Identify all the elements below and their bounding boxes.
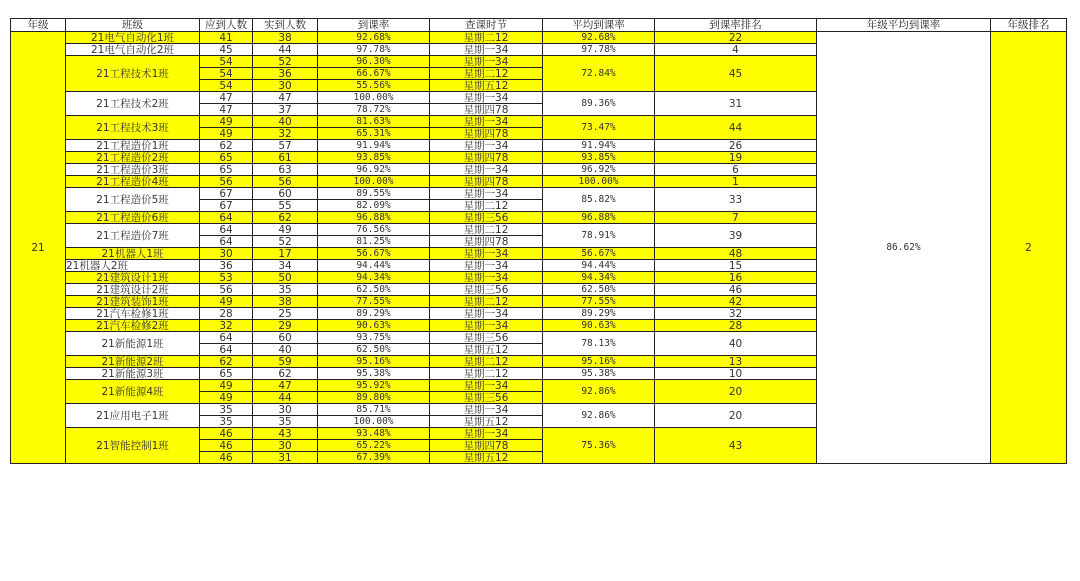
- actual-count-cell[interactable]: 59: [253, 356, 318, 368]
- check-period-cell[interactable]: 星期二12: [430, 200, 543, 212]
- attendance-rate-cell[interactable]: 77.55%: [318, 296, 430, 308]
- check-period-cell[interactable]: 星期二12: [430, 368, 543, 380]
- attendance-rate-cell[interactable]: 89.55%: [318, 188, 430, 200]
- attendance-rate-cell[interactable]: 90.63%: [318, 320, 430, 332]
- rate-rank-cell[interactable]: 42: [655, 296, 817, 308]
- attendance-rate-cell[interactable]: 95.92%: [318, 380, 430, 392]
- actual-count-cell[interactable]: 32: [253, 128, 318, 140]
- header-cell[interactable]: 到课率: [318, 19, 430, 32]
- check-period-cell[interactable]: 星期一34: [430, 272, 543, 284]
- check-period-cell[interactable]: 星期五12: [430, 416, 543, 428]
- class-name-cell[interactable]: 21工程造价2班: [66, 152, 200, 164]
- check-period-cell[interactable]: 星期一34: [430, 188, 543, 200]
- average-rate-cell[interactable]: 62.50%: [543, 284, 655, 296]
- expected-count-cell[interactable]: 53: [200, 272, 253, 284]
- actual-count-cell[interactable]: 44: [253, 44, 318, 56]
- expected-count-cell[interactable]: 32: [200, 320, 253, 332]
- attendance-rate-cell[interactable]: 95.38%: [318, 368, 430, 380]
- attendance-rate-cell[interactable]: 66.67%: [318, 68, 430, 80]
- actual-count-cell[interactable]: 25: [253, 308, 318, 320]
- actual-count-cell[interactable]: 50: [253, 272, 318, 284]
- actual-count-cell[interactable]: 30: [253, 80, 318, 92]
- attendance-rate-cell[interactable]: 89.80%: [318, 392, 430, 404]
- attendance-rate-cell[interactable]: 81.25%: [318, 236, 430, 248]
- actual-count-cell[interactable]: 36: [253, 68, 318, 80]
- expected-count-cell[interactable]: 54: [200, 68, 253, 80]
- actual-count-cell[interactable]: 62: [253, 212, 318, 224]
- actual-count-cell[interactable]: 17: [253, 248, 318, 260]
- expected-count-cell[interactable]: 65: [200, 152, 253, 164]
- actual-count-cell[interactable]: 60: [253, 188, 318, 200]
- actual-count-cell[interactable]: 29: [253, 320, 318, 332]
- rate-rank-cell[interactable]: 44: [655, 116, 817, 140]
- attendance-rate-cell[interactable]: 100.00%: [318, 92, 430, 104]
- rate-rank-cell[interactable]: 33: [655, 188, 817, 212]
- average-rate-cell[interactable]: 77.55%: [543, 296, 655, 308]
- rate-rank-cell[interactable]: 10: [655, 368, 817, 380]
- attendance-rate-cell[interactable]: 93.48%: [318, 428, 430, 440]
- expected-count-cell[interactable]: 62: [200, 140, 253, 152]
- average-rate-cell[interactable]: 92.86%: [543, 404, 655, 428]
- expected-count-cell[interactable]: 49: [200, 392, 253, 404]
- attendance-rate-cell[interactable]: 65.22%: [318, 440, 430, 452]
- check-period-cell[interactable]: 星期一34: [430, 92, 543, 104]
- expected-count-cell[interactable]: 49: [200, 116, 253, 128]
- actual-count-cell[interactable]: 43: [253, 428, 318, 440]
- average-rate-cell[interactable]: 96.92%: [543, 164, 655, 176]
- class-name-cell[interactable]: 21电气自动化1班: [66, 32, 200, 44]
- average-rate-cell[interactable]: 94.44%: [543, 260, 655, 272]
- check-period-cell[interactable]: 星期一34: [430, 56, 543, 68]
- check-period-cell[interactable]: 星期一34: [430, 116, 543, 128]
- actual-count-cell[interactable]: 35: [253, 416, 318, 428]
- class-name-cell[interactable]: 21建筑装饰1班: [66, 296, 200, 308]
- class-name-cell[interactable]: 21工程造价7班: [66, 224, 200, 248]
- expected-count-cell[interactable]: 64: [200, 344, 253, 356]
- expected-count-cell[interactable]: 35: [200, 404, 253, 416]
- table-body: [11, 32, 1067, 464]
- attendance-rate-cell[interactable]: 62.50%: [318, 284, 430, 296]
- check-period-cell[interactable]: 星期四78: [430, 104, 543, 116]
- expected-count-cell[interactable]: 49: [200, 380, 253, 392]
- attendance-rate-cell[interactable]: 91.94%: [318, 140, 430, 152]
- rate-rank-cell[interactable]: 19: [655, 152, 817, 164]
- actual-count-cell[interactable]: 30: [253, 404, 318, 416]
- expected-count-cell[interactable]: 67: [200, 200, 253, 212]
- actual-count-cell[interactable]: 38: [253, 296, 318, 308]
- rate-rank-cell[interactable]: 4: [655, 44, 817, 56]
- expected-count-cell[interactable]: 64: [200, 332, 253, 344]
- header-cell[interactable]: 到课率排名: [655, 19, 817, 32]
- attendance-rate-cell[interactable]: 65.31%: [318, 128, 430, 140]
- expected-count-cell[interactable]: 64: [200, 212, 253, 224]
- average-rate-cell[interactable]: 90.63%: [543, 320, 655, 332]
- header-cell[interactable]: 年级排名: [991, 19, 1067, 32]
- average-rate-cell[interactable]: 89.29%: [543, 308, 655, 320]
- actual-count-cell[interactable]: 35: [253, 284, 318, 296]
- rate-rank-cell[interactable]: 43: [655, 428, 817, 464]
- actual-count-cell[interactable]: 30: [253, 440, 318, 452]
- grade-cell[interactable]: 21: [11, 32, 66, 464]
- attendance-rate-cell[interactable]: 97.78%: [318, 44, 430, 56]
- check-period-cell[interactable]: 星期二12: [430, 224, 543, 236]
- actual-count-cell[interactable]: 52: [253, 56, 318, 68]
- attendance-rate-cell[interactable]: 62.50%: [318, 344, 430, 356]
- average-rate-cell[interactable]: 92.68%: [543, 32, 655, 44]
- average-rate-cell[interactable]: 93.85%: [543, 152, 655, 164]
- average-rate-cell[interactable]: 56.67%: [543, 248, 655, 260]
- expected-count-cell[interactable]: 56: [200, 284, 253, 296]
- expected-count-cell[interactable]: 35: [200, 416, 253, 428]
- expected-count-cell[interactable]: 64: [200, 236, 253, 248]
- rate-rank-cell[interactable]: 48: [655, 248, 817, 260]
- average-rate-cell[interactable]: 85.82%: [543, 188, 655, 212]
- check-period-cell[interactable]: 星期五12: [430, 344, 543, 356]
- average-rate-cell[interactable]: 78.91%: [543, 224, 655, 248]
- check-period-cell[interactable]: 星期二12: [430, 68, 543, 80]
- header-cell[interactable]: 应到人数: [200, 19, 253, 32]
- check-period-cell[interactable]: 星期二12: [430, 32, 543, 44]
- table-row: [11, 32, 1067, 44]
- check-period-cell[interactable]: 星期五12: [430, 80, 543, 92]
- class-name-cell[interactable]: 21工程造价1班: [66, 140, 200, 152]
- check-period-cell[interactable]: 星期二12: [430, 296, 543, 308]
- class-name-cell[interactable]: 21新能源4班: [66, 380, 200, 404]
- expected-count-cell[interactable]: 46: [200, 440, 253, 452]
- expected-count-cell[interactable]: 41: [200, 32, 253, 44]
- attendance-rate-cell[interactable]: 93.85%: [318, 152, 430, 164]
- class-name-cell[interactable]: 21工程技术3班: [66, 116, 200, 140]
- rate-rank-cell[interactable]: 31: [655, 92, 817, 116]
- average-rate-cell[interactable]: 96.88%: [543, 212, 655, 224]
- expected-count-cell[interactable]: 47: [200, 104, 253, 116]
- class-name-cell[interactable]: 21工程技术2班: [66, 92, 200, 116]
- class-name-cell[interactable]: 21工程造价6班: [66, 212, 200, 224]
- class-name-cell[interactable]: 21工程造价5班: [66, 188, 200, 212]
- attendance-rate-cell[interactable]: 96.92%: [318, 164, 430, 176]
- check-period-cell[interactable]: 星期一34: [430, 380, 543, 392]
- actual-count-cell[interactable]: 56: [253, 176, 318, 188]
- actual-count-cell[interactable]: 34: [253, 260, 318, 272]
- expected-count-cell[interactable]: 28: [200, 308, 253, 320]
- average-rate-cell[interactable]: 92.86%: [543, 380, 655, 404]
- average-rate-cell[interactable]: 97.78%: [543, 44, 655, 56]
- class-name-cell[interactable]: 21新能源1班: [66, 332, 200, 356]
- attendance-rate-cell[interactable]: 94.44%: [318, 260, 430, 272]
- average-rate-cell[interactable]: 78.13%: [543, 332, 655, 356]
- check-period-cell[interactable]: 星期一34: [430, 140, 543, 152]
- average-rate-cell[interactable]: 91.94%: [543, 140, 655, 152]
- class-name-cell[interactable]: 21机器人2班: [66, 260, 200, 272]
- expected-count-cell[interactable]: 65: [200, 164, 253, 176]
- check-period-cell[interactable]: 星期一34: [430, 164, 543, 176]
- actual-count-cell[interactable]: 44: [253, 392, 318, 404]
- check-period-cell[interactable]: 星期一34: [430, 320, 543, 332]
- class-name-cell[interactable]: 21建筑设计1班: [66, 272, 200, 284]
- check-period-cell[interactable]: 星期三56: [430, 284, 543, 296]
- rate-rank-cell[interactable]: 28: [655, 320, 817, 332]
- check-period-cell[interactable]: 星期四78: [430, 128, 543, 140]
- class-name-cell[interactable]: 21新能源2班: [66, 356, 200, 368]
- expected-count-cell[interactable]: 64: [200, 224, 253, 236]
- header-cell[interactable]: 年级平均到课率: [817, 19, 991, 32]
- expected-count-cell[interactable]: 62: [200, 356, 253, 368]
- average-rate-cell[interactable]: 89.36%: [543, 92, 655, 116]
- actual-count-cell[interactable]: 47: [253, 92, 318, 104]
- actual-count-cell[interactable]: 37: [253, 104, 318, 116]
- rate-rank-cell[interactable]: 15: [655, 260, 817, 272]
- class-name-cell[interactable]: 21工程造价4班: [66, 176, 200, 188]
- check-period-cell[interactable]: 星期一34: [430, 308, 543, 320]
- attendance-rate-cell[interactable]: 55.56%: [318, 80, 430, 92]
- average-rate-cell[interactable]: 75.36%: [543, 428, 655, 464]
- attendance-rate-cell[interactable]: 95.16%: [318, 356, 430, 368]
- class-name-cell[interactable]: 21智能控制1班: [66, 428, 200, 464]
- class-name-cell[interactable]: 21新能源3班: [66, 368, 200, 380]
- attendance-rate-cell[interactable]: 82.09%: [318, 200, 430, 212]
- check-period-cell[interactable]: 星期三56: [430, 392, 543, 404]
- class-name-cell[interactable]: 21机器人1班: [66, 248, 200, 260]
- attendance-rate-cell[interactable]: 100.00%: [318, 416, 430, 428]
- class-name-cell[interactable]: 21工程造价3班: [66, 164, 200, 176]
- check-period-cell[interactable]: 星期二12: [430, 356, 543, 368]
- actual-count-cell[interactable]: 62: [253, 368, 318, 380]
- attendance-rate-cell[interactable]: 67.39%: [318, 452, 430, 464]
- expected-count-cell[interactable]: 46: [200, 452, 253, 464]
- expected-count-cell[interactable]: 54: [200, 80, 253, 92]
- check-period-cell[interactable]: 星期一34: [430, 44, 543, 56]
- expected-count-cell[interactable]: 67: [200, 188, 253, 200]
- header-cell[interactable]: 班级: [66, 19, 200, 32]
- rate-rank-cell[interactable]: 1: [655, 176, 817, 188]
- expected-count-cell[interactable]: 46: [200, 428, 253, 440]
- attendance-rate-cell[interactable]: 76.56%: [318, 224, 430, 236]
- attendance-rate-cell[interactable]: 56.67%: [318, 248, 430, 260]
- average-rate-cell[interactable]: 72.84%: [543, 56, 655, 92]
- class-name-cell[interactable]: 21汽车检修2班: [66, 320, 200, 332]
- rate-rank-cell[interactable]: 13: [655, 356, 817, 368]
- actual-count-cell[interactable]: 60: [253, 332, 318, 344]
- actual-count-cell[interactable]: 47: [253, 380, 318, 392]
- average-rate-cell[interactable]: 73.47%: [543, 116, 655, 140]
- expected-count-cell[interactable]: 49: [200, 128, 253, 140]
- expected-count-cell[interactable]: 45: [200, 44, 253, 56]
- attendance-rate-cell[interactable]: 78.72%: [318, 104, 430, 116]
- rate-rank-cell[interactable]: 7: [655, 212, 817, 224]
- check-period-cell[interactable]: 星期四78: [430, 152, 543, 164]
- expected-count-cell[interactable]: 47: [200, 92, 253, 104]
- class-name-cell[interactable]: 21建筑设计2班: [66, 284, 200, 296]
- check-period-cell[interactable]: 星期一34: [430, 404, 543, 416]
- actual-count-cell[interactable]: 63: [253, 164, 318, 176]
- actual-count-cell[interactable]: 55: [253, 200, 318, 212]
- rate-rank-cell[interactable]: 32: [655, 308, 817, 320]
- check-period-cell[interactable]: 星期五12: [430, 452, 543, 464]
- attendance-rate-cell[interactable]: 93.75%: [318, 332, 430, 344]
- attendance-rate-cell[interactable]: 96.30%: [318, 56, 430, 68]
- check-period-cell[interactable]: 星期三56: [430, 332, 543, 344]
- expected-count-cell[interactable]: 54: [200, 56, 253, 68]
- header-row: [11, 19, 1067, 32]
- check-period-cell[interactable]: 星期四78: [430, 176, 543, 188]
- rate-rank-cell[interactable]: 46: [655, 284, 817, 296]
- check-period-cell[interactable]: 星期一34: [430, 260, 543, 272]
- average-rate-cell[interactable]: 100.00%: [543, 176, 655, 188]
- actual-count-cell[interactable]: 31: [253, 452, 318, 464]
- attendance-sheet: [10, 18, 1067, 464]
- actual-count-cell[interactable]: 61: [253, 152, 318, 164]
- header-cell[interactable]: 平均到课率: [543, 19, 655, 32]
- check-period-cell[interactable]: 星期三56: [430, 212, 543, 224]
- rate-rank-cell[interactable]: 26: [655, 140, 817, 152]
- rate-rank-cell[interactable]: 45: [655, 56, 817, 92]
- rate-rank-cell[interactable]: 22: [655, 32, 817, 44]
- attendance-rate-cell[interactable]: 81.63%: [318, 116, 430, 128]
- actual-count-cell[interactable]: 40: [253, 116, 318, 128]
- average-rate-cell[interactable]: 95.16%: [543, 356, 655, 368]
- expected-count-cell[interactable]: 65: [200, 368, 253, 380]
- class-name-cell[interactable]: 21汽车检修1班: [66, 308, 200, 320]
- actual-count-cell[interactable]: 57: [253, 140, 318, 152]
- check-period-cell[interactable]: 星期一34: [430, 428, 543, 440]
- actual-count-cell[interactable]: 52: [253, 236, 318, 248]
- attendance-rate-cell[interactable]: 92.68%: [318, 32, 430, 44]
- attendance-rate-cell[interactable]: 89.29%: [318, 308, 430, 320]
- average-rate-cell[interactable]: 95.38%: [543, 368, 655, 380]
- check-period-cell[interactable]: 星期四78: [430, 236, 543, 248]
- header-cell[interactable]: 年级: [11, 19, 66, 32]
- expected-count-cell[interactable]: 49: [200, 296, 253, 308]
- rate-rank-cell[interactable]: 20: [655, 404, 817, 428]
- rate-rank-cell[interactable]: 6: [655, 164, 817, 176]
- class-name-cell[interactable]: 21工程技术1班: [66, 56, 200, 92]
- attendance-rate-cell[interactable]: 85.71%: [318, 404, 430, 416]
- actual-count-cell[interactable]: 40: [253, 344, 318, 356]
- average-rate-cell[interactable]: 94.34%: [543, 272, 655, 284]
- attendance-rate-cell[interactable]: 94.34%: [318, 272, 430, 284]
- check-period-cell[interactable]: 星期一34: [430, 248, 543, 260]
- attendance-rate-cell[interactable]: 96.88%: [318, 212, 430, 224]
- header-cell[interactable]: 查课时节: [430, 19, 543, 32]
- actual-count-cell[interactable]: 49: [253, 224, 318, 236]
- rate-rank-cell[interactable]: 20: [655, 380, 817, 404]
- header-cell[interactable]: 实到人数: [253, 19, 318, 32]
- expected-count-cell[interactable]: 30: [200, 248, 253, 260]
- rate-rank-cell[interactable]: 39: [655, 224, 817, 248]
- grade-rank-cell[interactable]: 2: [991, 32, 1067, 464]
- rate-rank-cell[interactable]: 16: [655, 272, 817, 284]
- grade-average-cell[interactable]: 86.62%: [817, 32, 991, 464]
- expected-count-cell[interactable]: 36: [200, 260, 253, 272]
- expected-count-cell[interactable]: 56: [200, 176, 253, 188]
- actual-count-cell[interactable]: 38: [253, 32, 318, 44]
- attendance-rate-cell[interactable]: 100.00%: [318, 176, 430, 188]
- check-period-cell[interactable]: 星期四78: [430, 440, 543, 452]
- rate-rank-cell[interactable]: 40: [655, 332, 817, 356]
- class-name-cell[interactable]: 21电气自动化2班: [66, 44, 200, 56]
- class-name-cell[interactable]: 21应用电子1班: [66, 404, 200, 428]
